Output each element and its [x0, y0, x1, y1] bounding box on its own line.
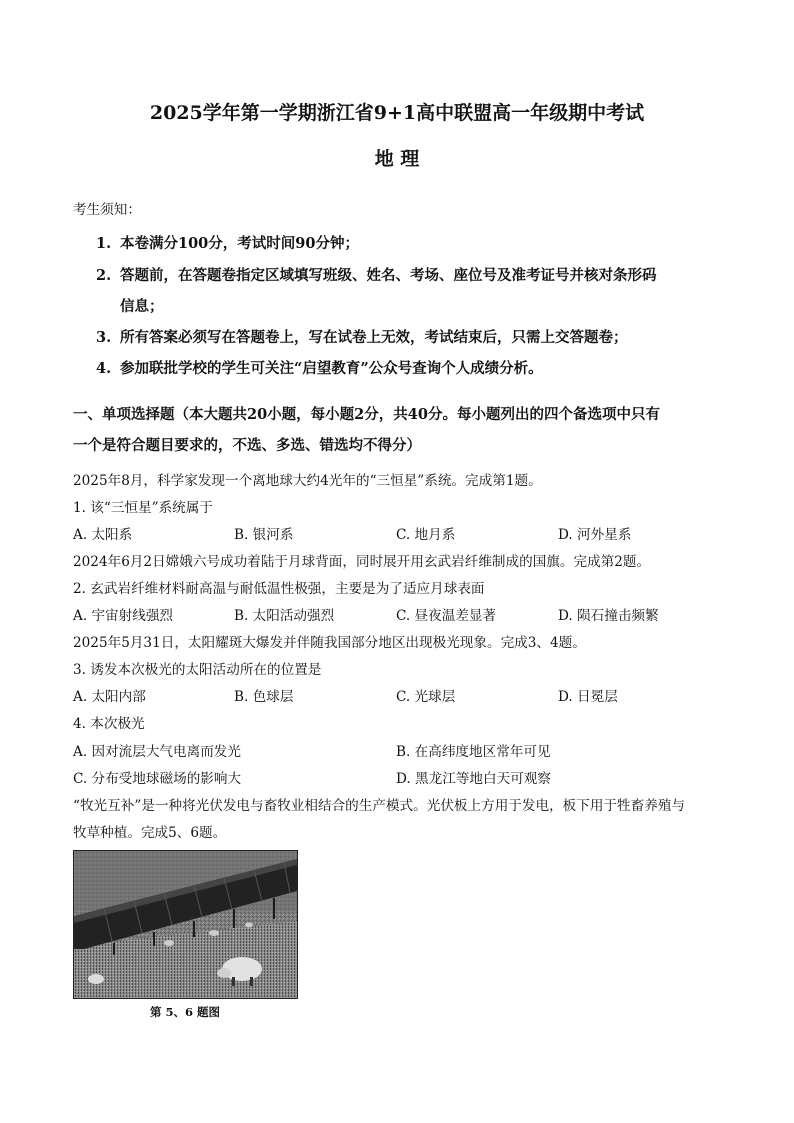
subject-title: 地 理	[374, 148, 420, 170]
q4-option-a: A. 因对流层大气电离而发光	[73, 744, 241, 760]
intro-q5-q6-line2: 牧草种植。完成5、6题。	[73, 825, 227, 841]
q1-option-d: D. 河外星系	[558, 527, 632, 543]
intro-q1: 2025年8月，科学家发现一个离地球大约4光年的“三恒星”系统。完成第1题。	[73, 473, 542, 489]
q2-option-a: A. 宇宙射线强烈	[73, 608, 174, 624]
q3-option-d: D. 日冕层	[558, 689, 618, 705]
notice-item-4: 4. 参加联批学校的学生可关注“启望教育”公众号查询个人成绩分析。	[96, 360, 543, 377]
section1-heading-line1: 一、单项选择题（本大题共20小题，每小题2分，共40分。每小题列出的四个备选项中只有	[73, 406, 660, 423]
notice-item-2-cont: 信息；	[120, 298, 164, 315]
q4-option-b: B. 在高纬度地区常年可见	[396, 744, 551, 760]
intro-q3-q4: 2025年5月31日，太阳耀斑大爆发并伴随我国部分地区出现极光现象。完成3、4题。	[73, 635, 586, 651]
q1-option-a: A. 太阳系	[73, 527, 133, 543]
q2-option-d: D. 陨石撞击频繁	[558, 608, 659, 624]
q1-stem: 1. 该“三恒星”系统属于	[73, 500, 213, 516]
figure-caption: 第 5、6 题图	[150, 1005, 221, 1019]
intro-q2: 2024年6月2日嫦娥六号成功着陆于月球背面，同时展开用玄武岩纤维制成的国旗。完成第2题。	[73, 554, 651, 570]
q2-option-b: B. 太阳活动强烈	[234, 608, 335, 624]
q4-option-c: C. 分布受地球磁场的影响大	[73, 771, 242, 787]
notice-item-3: 3. 所有答案必须写在答题卷上，写在试卷上无效，考试结束后，只需上交答题卷；	[96, 329, 628, 346]
exam-title: 2025学年第一学期浙江省9+1高中联盟高一年级期中考试	[149, 102, 645, 124]
solar-panel-sheep-photo	[73, 850, 298, 999]
q3-option-c: C. 光球层	[396, 689, 456, 705]
intro-q5-q6-line1: “牧光互补”是一种将光伏发电与畜牧业相结合的生产模式。光伏板上方用于发电，板下用于牲畜养殖与	[73, 798, 686, 814]
q3-option-b: B. 色球层	[234, 689, 294, 705]
q4-stem: 4. 本次极光	[73, 716, 145, 732]
notice-heading: 考生须知：	[73, 202, 141, 218]
q1-option-b: B. 银河系	[234, 527, 294, 543]
notice-item-1: 1. 本卷满分100分，考试时间90分钟；	[96, 235, 359, 252]
q2-option-c: C. 昼夜温差显著	[396, 608, 497, 624]
q1-option-c: C. 地月系	[396, 527, 456, 543]
q2-stem: 2. 玄武岩纤维材料耐高温与耐低温性极强，主要是为了适应月球表面	[73, 581, 485, 597]
notice-item-2: 2. 答题前，在答题卷指定区域填写班级、姓名、考场、座位号及准考证号并核对条形码	[96, 267, 657, 284]
q3-stem: 3. 诱发本次极光的太阳活动所在的位置是	[73, 662, 322, 678]
q3-option-a: A. 太阳内部	[73, 689, 146, 705]
q4-option-d: D. 黑龙江等地白天可观察	[396, 771, 551, 787]
section1-heading-line2: 一个是符合题目要求的，不选、多选、错选均不得分）	[73, 437, 421, 454]
